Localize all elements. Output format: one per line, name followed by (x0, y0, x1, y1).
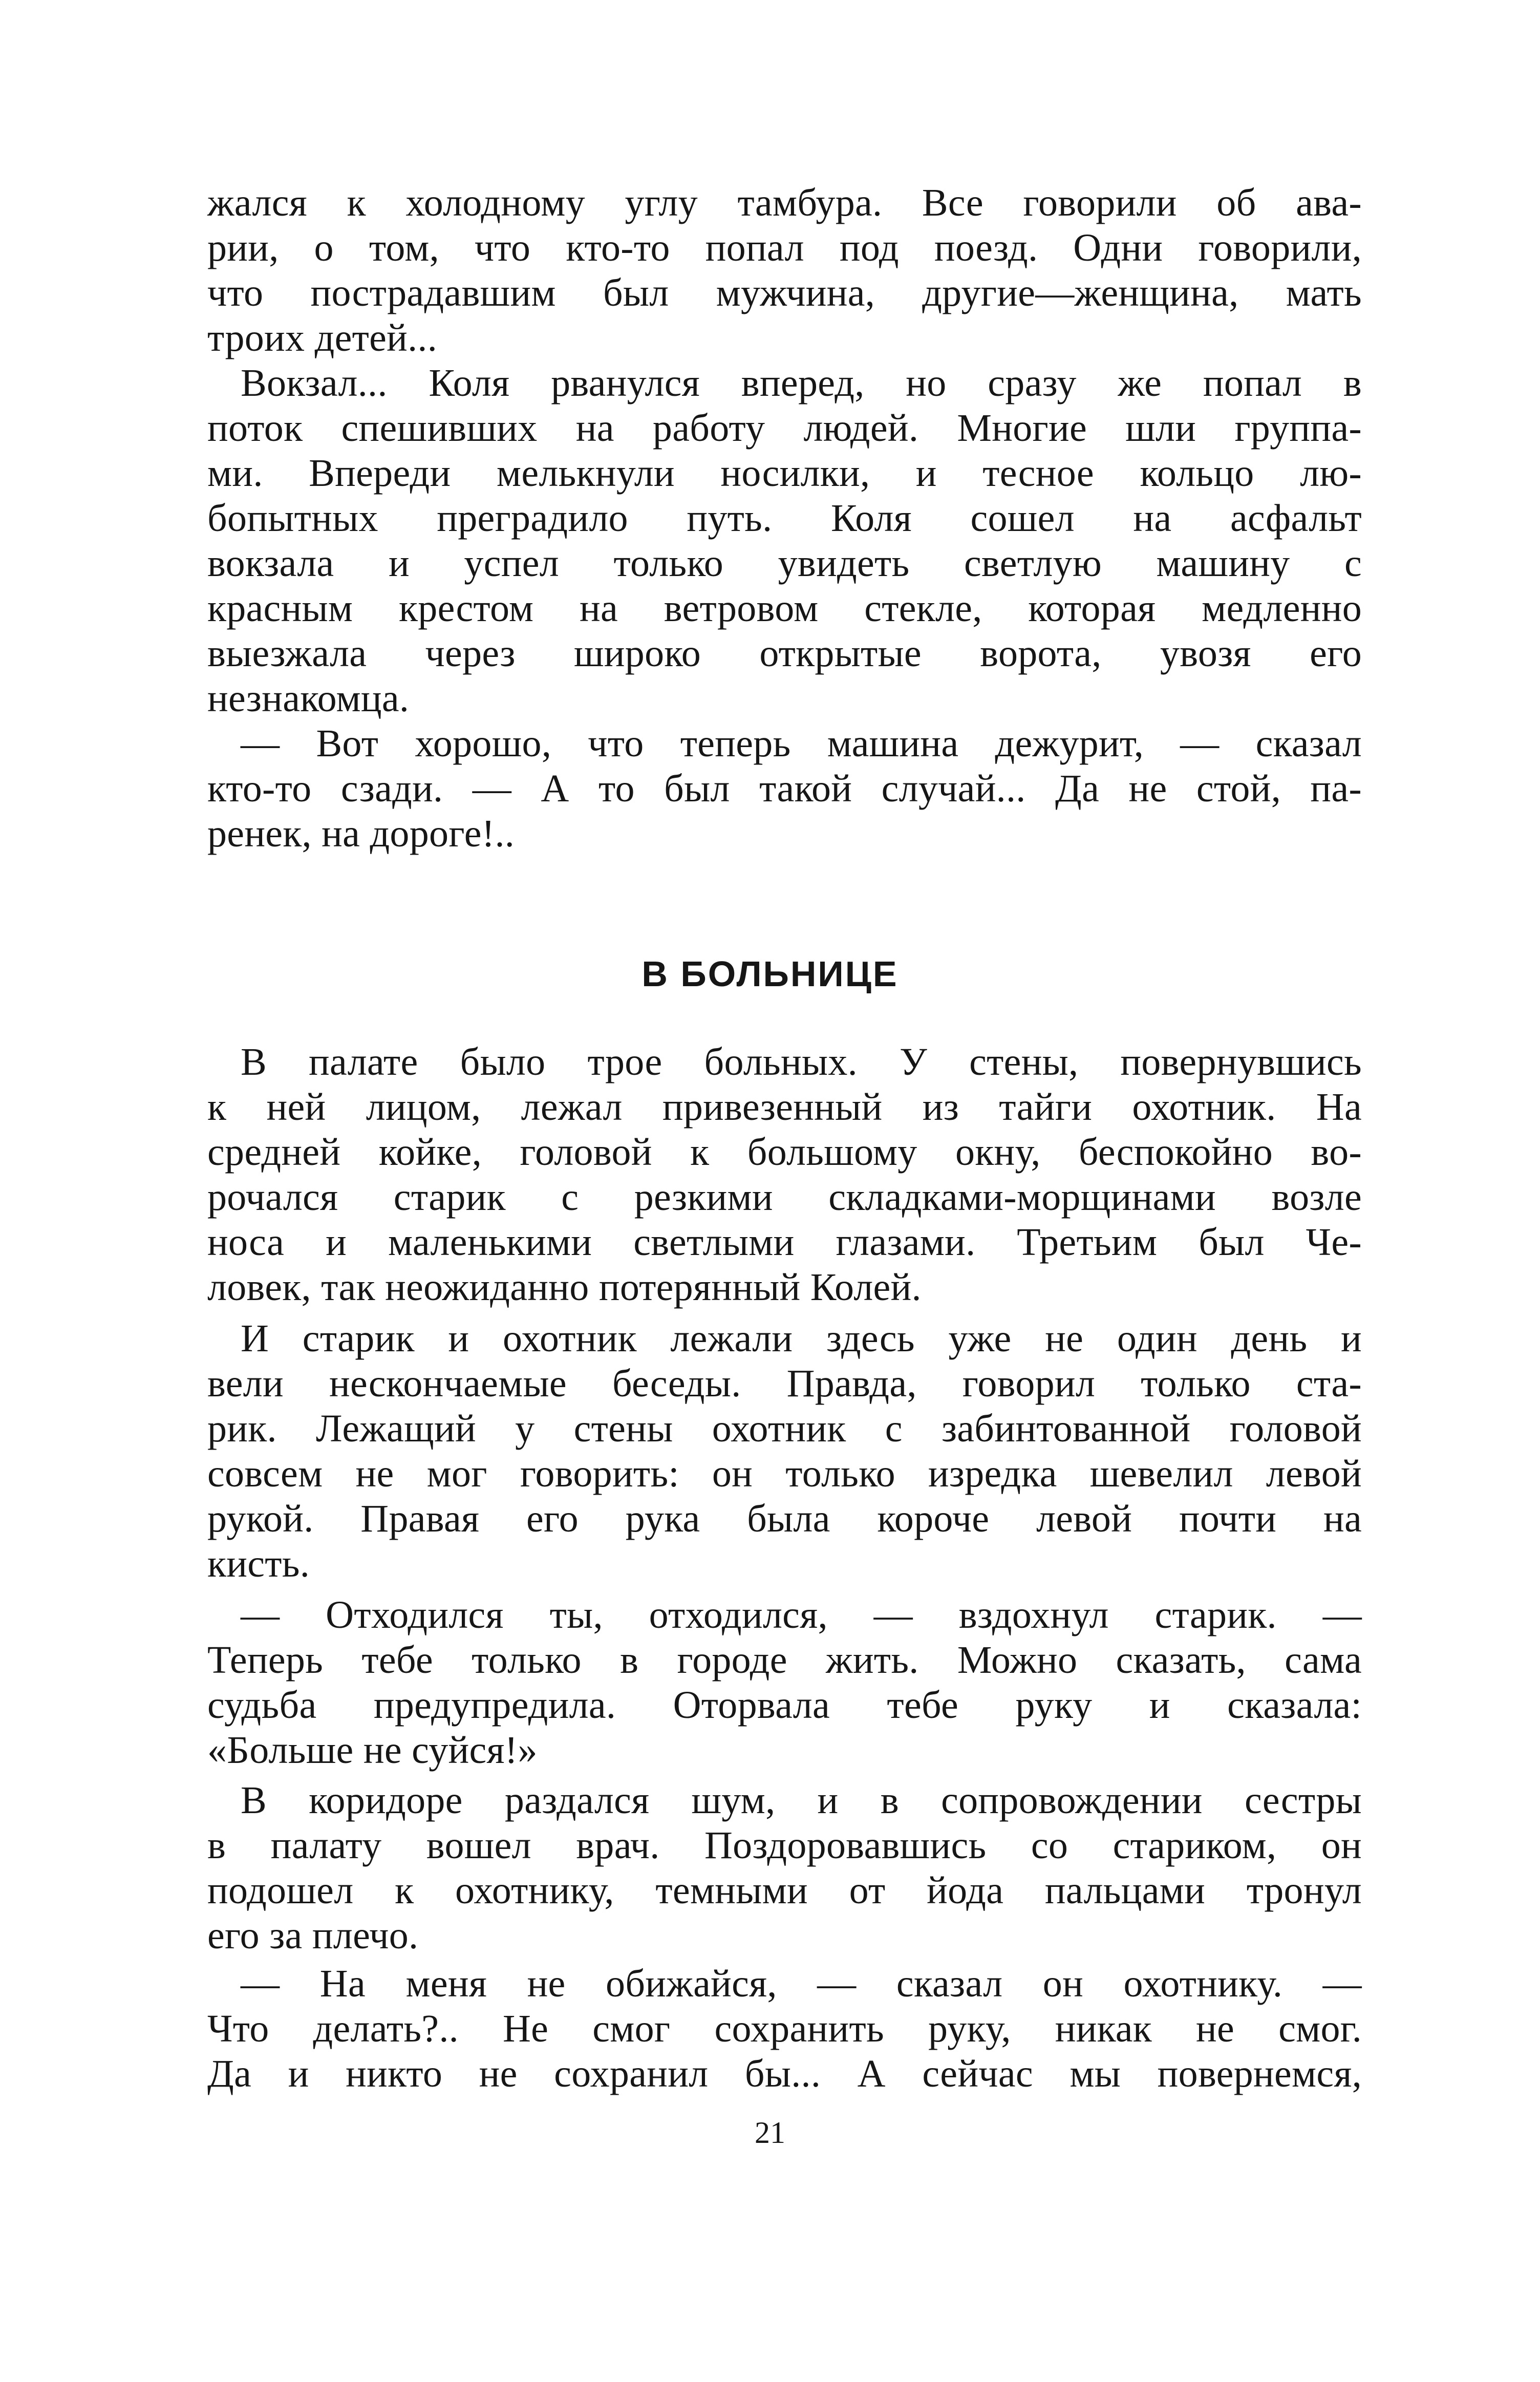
text-line: вокзала и успел только увидеть светлую машину с (207, 542, 1362, 585)
text-line: ренек, на дороге!.. (207, 812, 515, 855)
text-line: Теперь тебе только в городе жить. Можно сказать, сама (207, 1639, 1362, 1682)
text-line: поток спешивших на работу людей. Многие шли группа- (207, 407, 1362, 450)
text-line: кто-то сзади. — А то был такой случай... Да не стой, па- (207, 767, 1362, 810)
text-line: жался к холодному углу тамбура. Все говорили об ава- (207, 181, 1362, 224)
text-line: В палате было трое больных. У стены, повернувшись (241, 1040, 1362, 1083)
text-line: рукой. Правая его рука была короче левой почти на (207, 1497, 1362, 1540)
page-number: 21 (755, 2116, 785, 2150)
text-line: судьба предупредила. Оторвала тебе руку и сказала: (207, 1684, 1362, 1727)
text-line: подошел к охотнику, темными от йода пальцами тронул (207, 1869, 1362, 1912)
text-line: — На меня не обижайся, — сказал он охотнику. — (241, 1962, 1362, 2005)
text-line: рочался старик с резкими складками-морщинами возле (207, 1176, 1362, 1219)
text-line: — Вот хорошо, что теперь машина дежурит, — сказал (241, 722, 1362, 765)
text-line: рии, о том, что кто-то попал под поезд. Одни говорили, (207, 226, 1362, 269)
text-line: ми. Впереди мелькнули носилки, и тесное кольцо лю- (207, 452, 1362, 495)
text-line: к ней лицом, лежал привезенный из тайги охотник. На (207, 1086, 1362, 1129)
text-line: выезжала через широко открытые ворота, увозя его (207, 632, 1362, 675)
text-line: бопытных преградило путь. Коля сошел на асфальт (207, 497, 1362, 540)
text-line: совсем не мог говорить: он только изредка шевелил левой (207, 1452, 1362, 1495)
text-line: рик. Лежащий у стены охотник с забинтованной головой (207, 1407, 1362, 1450)
text-line: в палату вошел врач. Поздоровавшись со стариком, он (207, 1824, 1362, 1867)
text-line: Вокзал... Коля рванулся вперед, но сразу же попал в (241, 361, 1362, 405)
text-line: ловек, так неожиданно потерянный Колей. (207, 1266, 922, 1309)
text-line: Что делать?.. Не смог сохранить руку, никак не смог. (207, 2007, 1362, 2050)
text-line: — Отходился ты, отходился, — вздохнул старик. — (241, 1593, 1362, 1636)
section-heading: В БОЛЬНИЦЕ (641, 954, 899, 994)
text-line: красным крестом на ветровом стекле, которая медленно (207, 587, 1362, 630)
text-line: И старик и охотник лежали здесь уже не один день и (241, 1317, 1362, 1360)
text-line: носа и маленькими светлыми глазами. Третьим был Че- (207, 1221, 1362, 1264)
text-line: что пострадавшим был мужчина, другие—женщина, мать (207, 271, 1362, 314)
text-line: его за плечо. (207, 1914, 419, 1957)
text-line: вели нескончаемые беседы. Правда, говорил только ста- (207, 1362, 1362, 1405)
text-line: средней койке, головой к большому окну, беспокойно во- (207, 1131, 1362, 1174)
text-line: троих детей... (207, 316, 438, 359)
text-line: кисть. (207, 1542, 310, 1585)
text-line: Да и никто не сохранил бы... А сейчас мы повернемся, (207, 2052, 1362, 2095)
text-line: незнакомца. (207, 677, 410, 720)
text-line: «Больше не суйся!» (207, 1729, 538, 1772)
text-line: В коридоре раздался шум, и в сопровождении сестры (241, 1779, 1362, 1822)
